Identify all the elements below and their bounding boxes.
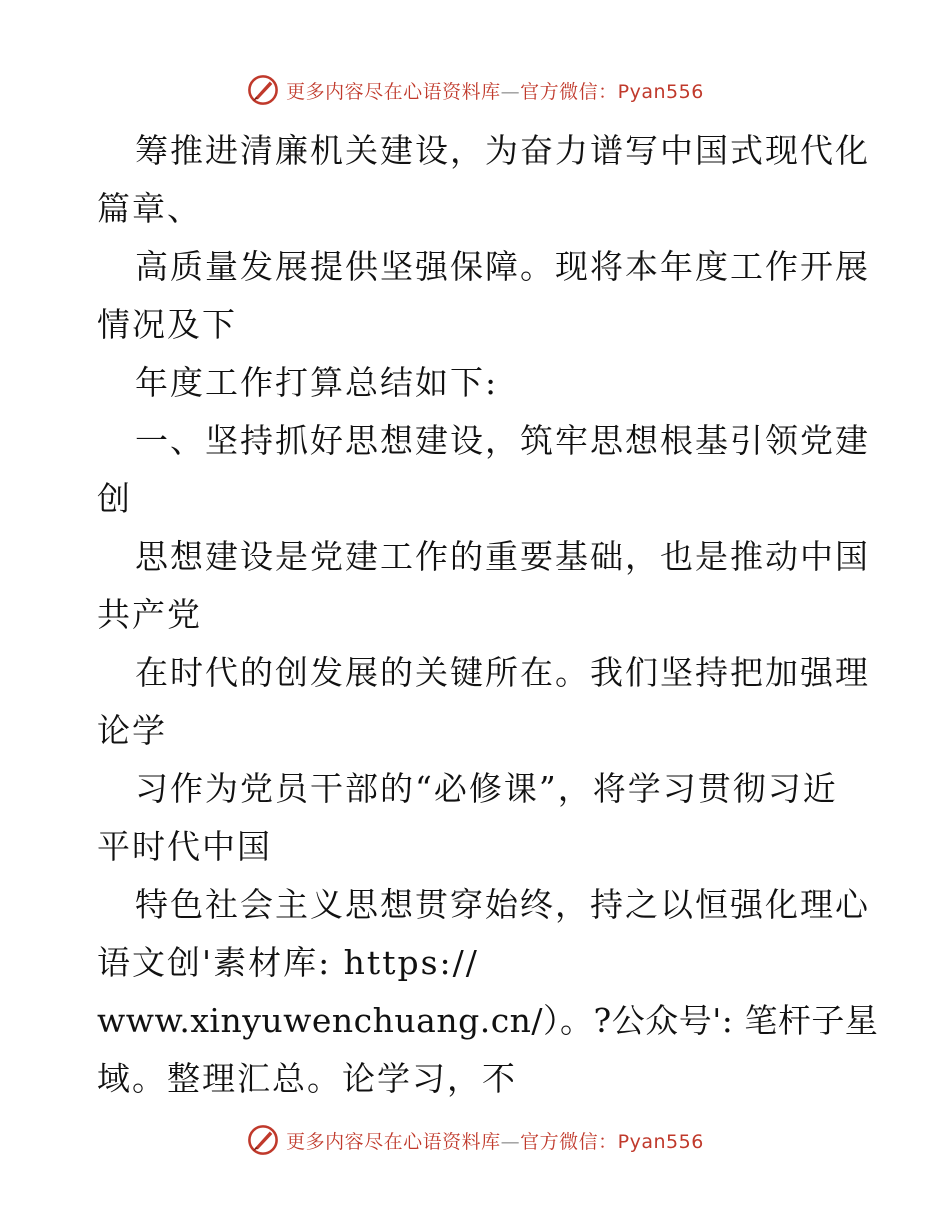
paragraph-line-url: www.xinyuwenchuang.cn/）。?公众号': 笔杆子星 bbox=[97, 1001, 879, 1040]
banner-main-text: 更多内容尽在心语资料库 bbox=[286, 80, 501, 103]
paragraph-line: 高质量发展提供坚强保障。现将本年度工作开展 bbox=[135, 247, 870, 286]
paragraph-line: 论学 bbox=[97, 711, 167, 750]
footer-banner bbox=[0, 1120, 950, 1160]
quill-pen-logo-icon bbox=[246, 73, 280, 107]
quill-pen-logo-icon bbox=[246, 1123, 280, 1157]
banner-text bbox=[286, 77, 704, 104]
paragraph-line: 创 bbox=[97, 479, 132, 518]
section-heading: 一、坚持抓好思想建设，筑牢思想根基引领党建 bbox=[135, 421, 870, 460]
paragraph-line: 在时代的创发展的关键所在。我们坚持把加强理 bbox=[135, 653, 870, 692]
paragraph-line: 篇章、 bbox=[97, 189, 202, 228]
banner-wechat-text: 官方微信：Pyan556 bbox=[520, 1130, 704, 1153]
document-body bbox=[97, 122, 879, 1108]
paragraph-line: 平时代中国 bbox=[97, 827, 272, 866]
paragraph-line: 域。整理汇总。论学习，不 bbox=[97, 1059, 517, 1098]
banner-text bbox=[286, 1127, 704, 1154]
banner-main-text: 更多内容尽在心语资料库 bbox=[286, 1130, 501, 1153]
paragraph-line: 年度工作打算总结如下: bbox=[135, 363, 499, 402]
paragraph-line: 特色社会主义思想贯穿始终，持之以恒强化理心 bbox=[135, 885, 870, 924]
paragraph-line: 共产党 bbox=[97, 595, 202, 634]
header-banner bbox=[0, 70, 950, 110]
paragraph-line: 筹推进清廉机关建设，为奋力谱写中国式现代化 bbox=[135, 131, 870, 170]
banner-wechat-text: 官方微信：Pyan556 bbox=[520, 80, 704, 103]
banner-separator: — bbox=[500, 80, 521, 103]
paragraph-line: 习作为党员干部的“必修课”，将学习贯彻习近 bbox=[135, 769, 838, 808]
paragraph-line: 思想建设是党建工作的重要基础，也是推动中国 bbox=[135, 537, 870, 576]
banner-separator: — bbox=[500, 1130, 521, 1153]
paragraph-line: 语文创'素材库: https:// bbox=[97, 943, 479, 982]
paragraph-line: 情况及下 bbox=[97, 305, 237, 344]
